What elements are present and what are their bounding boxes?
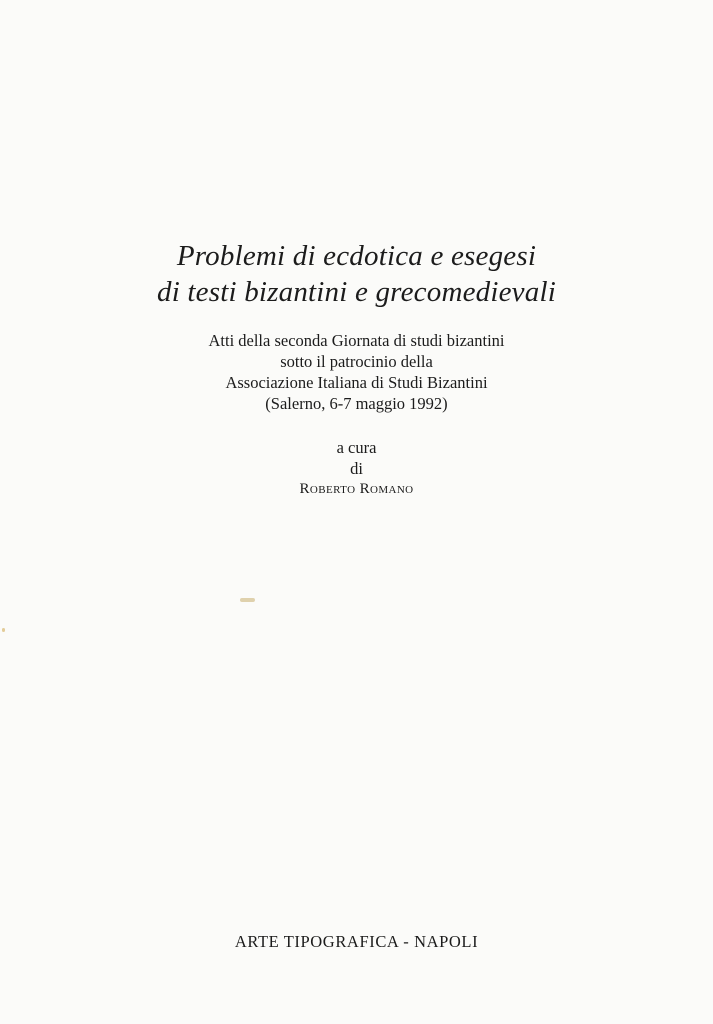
book-title (0, 238, 713, 310)
subtitle-line-2: sotto il patrocinio della (280, 352, 433, 371)
curator-line-2: di (350, 459, 363, 478)
publisher-imprint: ARTE TIPOGRAFICA - NAPOLI (234, 932, 479, 951)
paper-speck (240, 598, 255, 602)
subtitle-line-3: Associazione Italiana di Studi Bizantini (225, 373, 488, 392)
paper-speck-edge (2, 628, 5, 632)
proceedings-description (0, 330, 713, 414)
subtitle-line-1: Atti della seconda Giornata di studi bizantini (208, 331, 505, 350)
editor-name: Roberto Romano (299, 481, 414, 497)
editor-credit (0, 437, 713, 500)
curator-line-1: a cura (336, 438, 377, 457)
title-line-1: Problemi di ecdotica e esegesi (176, 240, 537, 272)
subtitle-line-4: (Salerno, 6-7 maggio 1992) (265, 394, 448, 413)
title-line-2: di testi bizantini e grecomedievali (157, 276, 556, 308)
